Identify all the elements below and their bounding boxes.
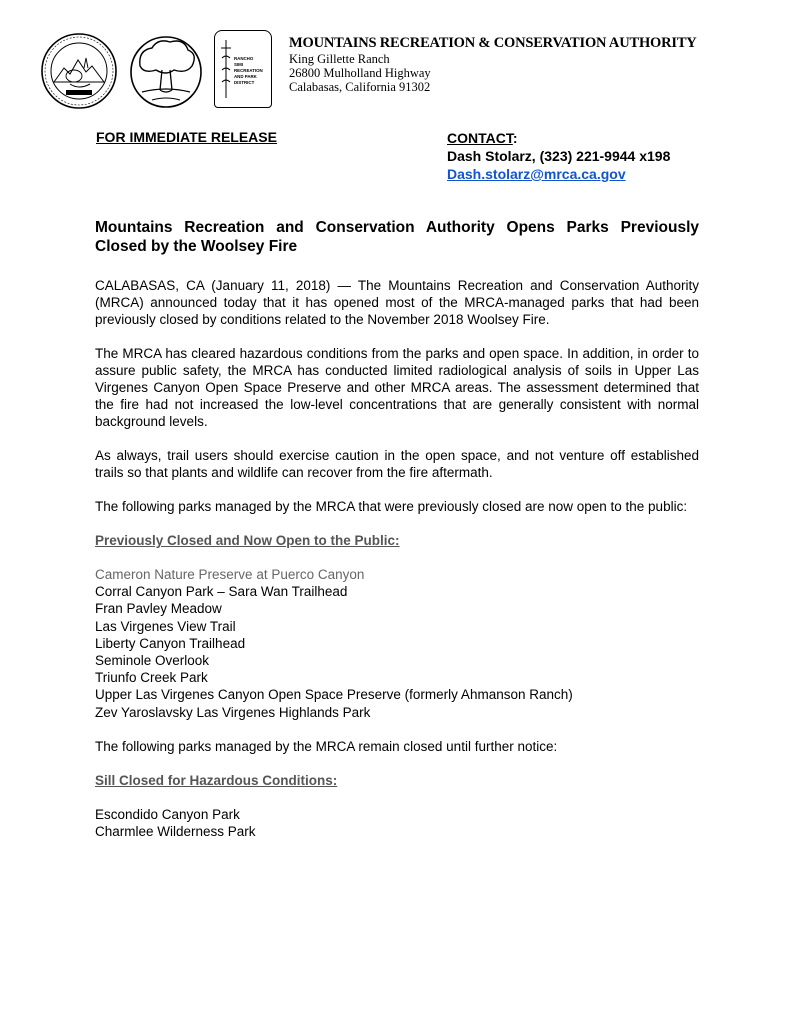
list-item: Corral Canyon Park – Sara Wan Trailhead: [95, 584, 348, 600]
paragraph-open-intro: The following parks managed by the MRCA that were previously closed are now open to the public:: [95, 499, 688, 514]
list-item: Fran Pavley Meadow: [95, 601, 222, 617]
address-line-2: 26800 Mulholland Highway: [289, 66, 431, 80]
list-item: Zev Yaroslavsky Las Virgenes Highlands Park: [95, 704, 371, 720]
oak-tree-logo: [122, 32, 210, 110]
closed-parks-list: [95, 806, 699, 840]
contact-label: CONTACT: [447, 130, 513, 146]
paragraph-safety: The MRCA has cleared hazardous conditions from the parks and open space. In addition, in order to assure public safety, the MRCA has conducted limited radiological analysis of soils in Upper Las Virgenes Canyon Open Space Preserve and other MRCA areas. The assessment determined that the fire had not increased the low-level concentrations that are generally consistent with normal background levels.: [95, 346, 699, 429]
open-parks-heading: Previously Closed and Now Open to the Public:: [95, 533, 400, 548]
release-label: FOR IMMEDIATE RELEASE: [96, 129, 277, 145]
paragraph-caution: As always, trail users should exercise caution in the open space, and not venture off established trails so that plants and wildlife can recover from the fire aftermath.: [95, 448, 699, 480]
paragraph-closed-intro: The following parks managed by the MRCA remain closed until further notice:: [95, 738, 558, 754]
address-line-3: Calabasas, California 91302: [289, 80, 431, 94]
org-name: MOUNTAINS RECREATION & CONSERVATION AUTHORITY: [289, 35, 697, 51]
list-item: Triunfo Creek Park: [95, 670, 208, 686]
contact-email-link[interactable]: Dash.stolarz@mrca.ca.gov: [447, 166, 626, 182]
open-parks-list: [95, 566, 699, 721]
list-item: Liberty Canyon Trailhead: [95, 635, 246, 651]
contact-block: [447, 129, 670, 183]
list-item: Upper Las Virgenes Canyon Open Space Preserve (formerly Ahmanson Ranch): [95, 687, 573, 703]
state-seal-logo: [40, 32, 118, 110]
list-item: Seminole Overlook: [95, 653, 210, 669]
contact-name-phone: Dash Stolarz, (323) 221-9944 x198: [447, 148, 671, 164]
letterhead-text: [289, 35, 697, 94]
paragraph-intro: CALABASAS, CA (January 11, 2018) — The Mountains Recreation and Conservation Authority (MRCA) announced today that it has opened most of the MRCA-managed parks that had been previously closed by conditions related to the November 2018 Woolsey Fire.: [95, 278, 699, 327]
district-logo-text: RANCHO SIMI RECREATION AND PARK DISTRICT: [234, 56, 263, 85]
list-item: Cameron Nature Preserve at Puerco Canyon: [95, 567, 365, 582]
press-release-body: [95, 218, 699, 857]
contact-label-colon: :: [512, 130, 518, 146]
list-item: Charmlee Wilderness Park: [95, 824, 256, 840]
address-line-1: King Gillette Ranch: [289, 52, 390, 66]
headline: Mountains Recreation and Conservation Authority Opens Parks Previously Closed by the Woolsey Fire: [95, 219, 699, 255]
closed-parks-heading: Sill Closed for Hazardous Conditions:: [95, 772, 338, 788]
list-item: Las Virgenes View Trail: [95, 618, 236, 634]
district-logo: [214, 30, 274, 110]
list-item: Escondido Canyon Park: [95, 806, 240, 822]
